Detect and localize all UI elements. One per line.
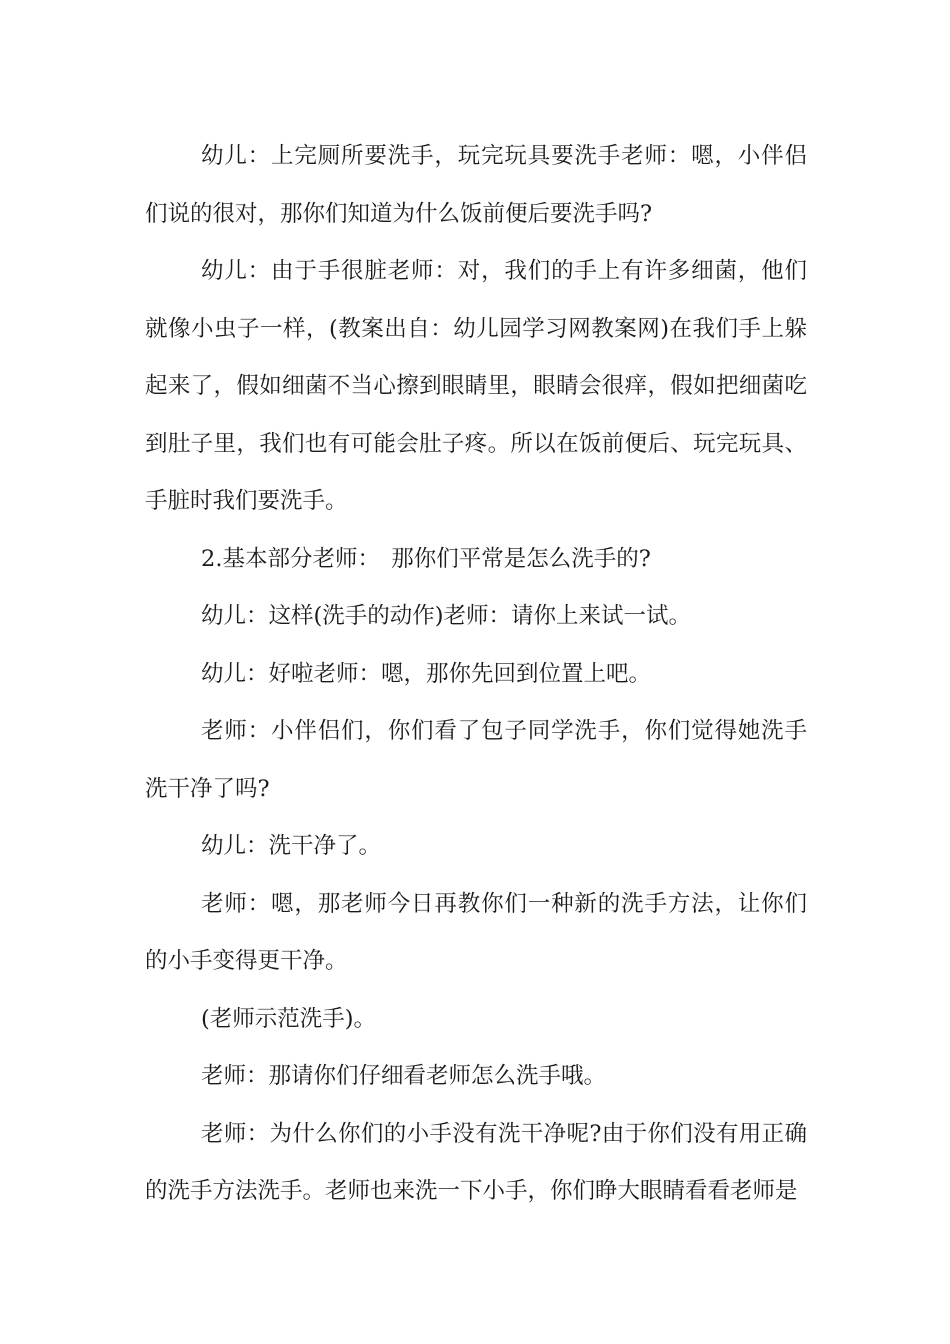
paragraph: 幼儿：由于手很脏老师：对，我们的手上有许多细菌，他们就像小虫子一样，(教案出自：幼儿园学习网教案网)在我们手上躲起来了，假如细菌不当心擦到眼睛里，眼睛会很痒，假如把细菌吃到肚子里，我们也有可能会肚子疼。所以在饭前便后、玩完玩具、手脏时我们要洗手。	[145, 258, 807, 514]
paragraph: 幼儿：上完厕所要洗手，玩完玩具要洗手老师：嗯，小伴侣们说的很对，那你们知道为什么饭前便后要洗手吗?	[145, 143, 807, 227]
paragraph: 幼儿：好啦老师：嗯，那你先回到位置上吧。	[201, 660, 652, 687]
paragraph: 老师：嗯，那老师今日再教你们一种新的洗手方法，让你们的小手变得更干净。	[145, 890, 807, 974]
paragraph: 幼儿：这样(洗手的动作)老师：请你上来试一试。	[201, 603, 692, 629]
paragraph: (老师示范洗手)。	[201, 1005, 377, 1032]
paragraph: 老师：小伴侣们，你们看了包子同学洗手，你们觉得她洗手洗干净了吗?	[145, 718, 807, 802]
document-body	[145, 128, 807, 1221]
paragraph: 2.基本部分老师： 那你们平常是怎么洗手的?	[201, 545, 651, 572]
paragraph: 老师：那请你们仔细看老师怎么洗手哦。	[201, 1063, 607, 1089]
paragraph: 老师：为什么你们的小手没有洗干净呢?由于你们没有用正确的洗手方法洗手。老师也来洗一下小手，你们睁大眼睛看看老师是	[145, 1120, 807, 1204]
paragraph: 幼儿：洗干净了。	[201, 833, 382, 859]
